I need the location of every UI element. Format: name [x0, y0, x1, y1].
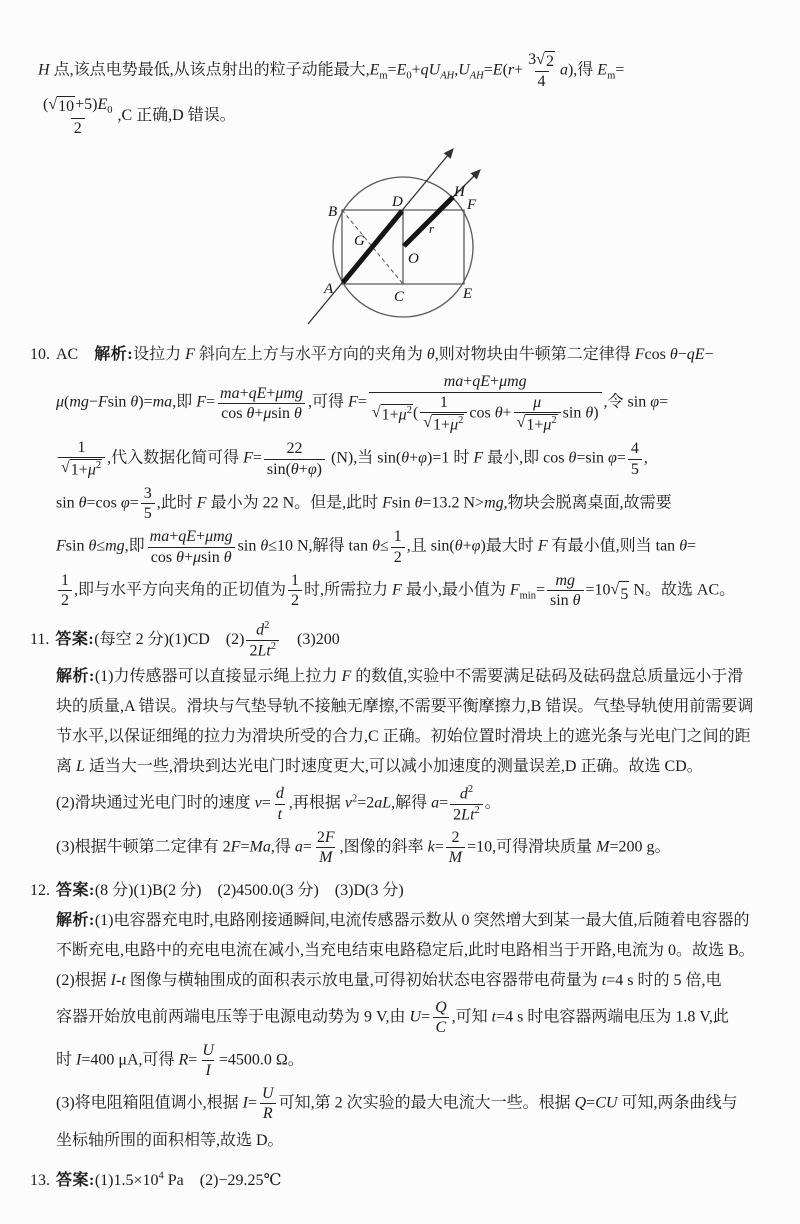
item-number: 12.: [30, 881, 50, 899]
text-line: 1 √ $1+\mu^2$ ,代入数据化简可得 F= $\frac{22}{\sin(\theta+\varphi)}$ (N),当 sin(θ+φ)=1 时 F 最小,即 cos θ=sin φ= $\frac{4}{5}$ ,: [56, 438, 774, 480]
text-line: Fsin θ≤mg,即 ma+qE+μmg cos θ+μsin θ sin θ≤10 N,解得 tan θ≤ $\frac{1}{2}$ ,且 sin(θ+φ)最大时 F 有最小值,则当 tan θ=: [56, 528, 697, 566]
text-line: 块的质量,A 错误。滑块与气垫导轨不接触无摩擦,不需要平衡摩擦力,B 错误。气垫导轨使用前需要调: [56, 698, 754, 716]
text-line: 解析:(1)电容器充电时,电路刚接通瞬间,电流传感器示数从 0 突然增大到某一最大值,后随着电容器的: [56, 911, 750, 929]
text-line: 不断充电,电路中的充电电流在减小,当充电结束电路稳定后,此时电路相当于开路,电流为 0。故选 B。: [56, 941, 755, 959]
text-line: 时 I=400 μA,可得 R= $\frac{U}{I}$ =4500.0 Ω。: [56, 1041, 304, 1080]
label-G: G: [354, 233, 365, 250]
item-number: 13.: [30, 1171, 50, 1189]
label-F: F: [467, 197, 477, 214]
label-O: O: [408, 251, 419, 268]
text-line: 解析:(1)力传感器可以直接显示绳上拉力 F 的数值,实验中不需要满足砝码及砝码盘总质量远小于滑: [56, 668, 744, 686]
text-line: 离 L 适当大一些,滑块到达光电门时速度更大,可以减小加速度的测量误差,D 正确。故选 CD。: [56, 758, 703, 776]
text-line: 13. 答案$:(1)1.5\times 10^4$ Pa (2)−29.25℃: [30, 1170, 282, 1189]
text-line: ( √ 10 $+5)E_0$ 2 ,C 正确,D 错误。: [43, 96, 236, 138]
label-D: D: [392, 194, 403, 211]
item-13: [30, 1164, 774, 1194]
circle-rectangle-diagram: [277, 142, 527, 332]
item-number: 11.: [30, 630, 50, 648]
label-A: A: [324, 281, 334, 298]
item-10: [30, 342, 774, 610]
text-line: μ(mg−Fsin θ)=ma,即 F= ma+qE+μmg cos θ+μsin θ ,可得 F= ma+qE+μmg √ $1+\mu^2$ ( 1 √ $1+\mu^2$ cos θ+ μ √ $1+\mu^2$ sin θ) ,令 sin φ=: [56, 373, 669, 434]
text-line: 12. 答案:(8 分)(1)B(2 分) (2)4500.0(3 分) (3)D(3 分): [30, 881, 404, 899]
text-line: (3)将电阻箱阻值调小,根据 I= $\frac{U}{R}$ 可知,第 2 次实验的最大电流大一些。根据 Q=CU 可知,两条曲线与: [56, 1085, 738, 1123]
text-line: (2)滑块通过光电门时的速度 v= $\frac{d}{t}$ ,再根据 $v^2=2aL$,解得 a= $\frac{d^2}{2Lt^2}$ 。: [56, 784, 501, 823]
label-H: H: [454, 184, 465, 201]
item-12: [30, 878, 774, 1154]
intro-paragraph: [30, 50, 774, 138]
physics-figure: [30, 142, 774, 332]
label-E: E: [463, 286, 473, 303]
text-line: 10. AC 解析:设拉力 F 斜向左上方与水平方向的夹角为 θ,则对物块由牛顿第二定律得 Fcos θ−qE−: [30, 346, 714, 364]
text-line: 11. 答案:(每空 2 分)(1)CD (2) $\frac{d^2}{2Lt^2}$ (3)200: [30, 620, 340, 659]
item-11: [30, 620, 774, 867]
text-line: 节水平,以保证细绳的拉力为滑块所受的合力,C 正确。初始位置时滑块上的遮光条与光电门之间的距: [56, 728, 751, 746]
text-line: sin θ=cos φ= $\frac{3}{5}$ ,此时 F 最小为 22 N。但是,此时 Fsin θ=13.2 N>mg,物块会脱离桌面,故需要: [56, 484, 672, 523]
label-C: C: [394, 289, 405, 306]
text-line: 坐标轴所围的面积相等,故选 D。: [56, 1131, 284, 1149]
item-number: 10.: [30, 346, 50, 364]
text-line: H 点,该点电势最低,从该点射出的粒子动能最大$,E_m=E_0+qU_{AH},U_{AH}=E(r+$ 3 √ 2 4 a),得 $E_m=$: [38, 51, 625, 91]
text-line: 容器开始放电前两端电压等于电源电动势为 9 V,由 U= $\frac{Q}{C}$ ,可知 t=4 s 时电容器两端电压为 1.8 V,此: [56, 998, 729, 1036]
label-B: B: [328, 204, 338, 221]
text-line: (3)根据牛顿第二定律有 2F=Ma,得 a= $\frac{2F}{M}$ ,图像的斜率 k= $\frac{2}{M}$ =10,可得滑块质量 M=200 g。: [56, 829, 671, 867]
text-line: (2)根据 I-t 图像与横轴围成的面积表示放电量,可得初始状态电容器带电荷量为 t=4 s 时的 5 倍,电: [56, 971, 722, 989]
text-line: $\frac{1}{2}$ ,即与水平方向夹角的正切值为 $\frac{1}{2}$ 时,所需拉力 F 最小,最小值为 $F_{min}=$ $\frac{mg}{\text{sin θ}}$ =10 √ 5 N。故选 AC。: [56, 571, 774, 610]
label-r: r: [429, 221, 435, 237]
